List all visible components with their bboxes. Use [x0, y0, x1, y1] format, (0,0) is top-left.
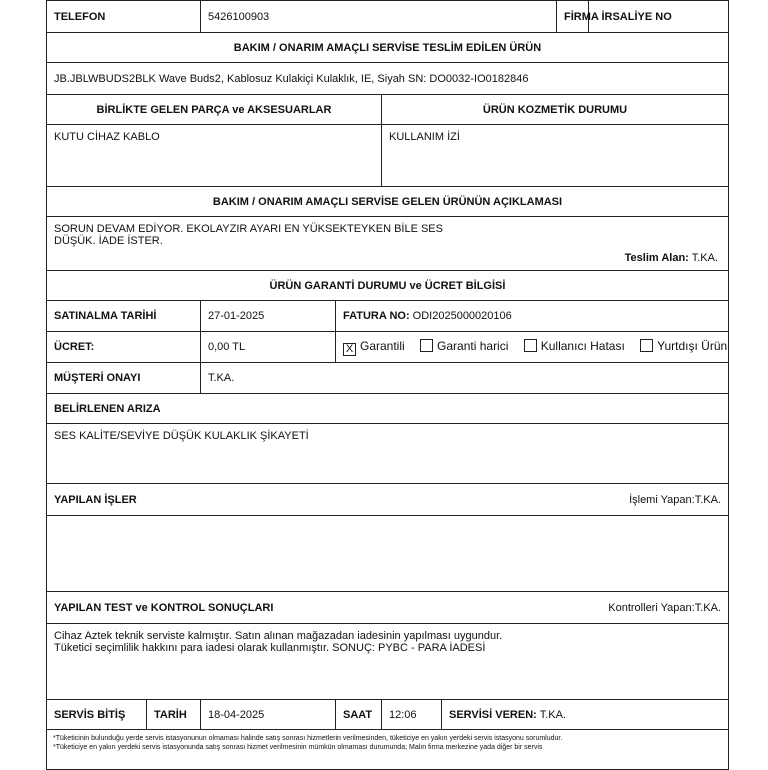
fee-label: ÜCRET: [47, 332, 201, 363]
work-by [629, 494, 721, 506]
checkbox-warranty[interactable]: X [343, 343, 356, 356]
complaint-line-1: SORUN DEVAM EDİYOR. EKOLAYZIR AYARI EN YÜKSEKTEYKEN BİLE SES [54, 223, 443, 235]
purchase-date-label: SATINALMA TARİHİ [47, 301, 201, 332]
option-out-of-warranty-label: Garanti harici [437, 338, 509, 353]
received-by-label: Teslim Alan: [624, 252, 689, 264]
received-by [625, 252, 718, 264]
phone-value: 5426100903 [201, 1, 557, 33]
product-description: JB.JBLWBUDS2BLK Wave Buds2, Kablosuz Kulakiçi Kulaklık, IE, Siyah SN: DO0032-IO0182846 [47, 63, 729, 95]
footer-note-1: *Tüketicinin bulunduğu yerde servis istasyonunun olmaması halinde satış sonrası hizmetlerin verilmesinden, tüketiciye en yakın yerdeki servis istasyonu sorumludur. [53, 735, 563, 742]
option-user-error-label: Kullanıcı Hatası [540, 338, 625, 353]
fault-title: BELİRLENEN ARIZA [47, 394, 729, 424]
invoice-label: FATURA NO: [343, 310, 410, 322]
tests-line-1: Cihaz Aztek teknik serviste kalmıştır. Satın alınan mağazadan iadesinin yapılması uygundur. [54, 630, 503, 642]
warranty-options [336, 332, 729, 363]
warranty-section-title: ÜRÜN GARANTİ DURUMU ve ÜCRET BİLGİSİ [47, 271, 729, 301]
waybill-label: FİRMA İRSALİYE NO [557, 1, 589, 33]
tests-title: YAPILAN TEST ve KONTROL SONUÇLARI [54, 601, 274, 614]
tests-by-value: T.KA. [694, 601, 721, 614]
option-warranty-label: Garantili [360, 338, 405, 353]
option-warranty[interactable] [343, 339, 405, 356]
service-form-table [46, 0, 729, 770]
service-giver-value: T.KA. [539, 708, 566, 721]
purchase-date-value: 27-01-2025 [201, 301, 336, 332]
invoice-value: ODI2025000020106 [412, 310, 512, 322]
product-section-title: BAKIM / ONARIM AMAÇLI SERVİSE TESLİM EDİLEN ÜRÜN [47, 33, 729, 63]
work-title-row [47, 484, 729, 516]
tests-by [608, 602, 721, 614]
date-label: TARİH [147, 700, 201, 730]
tests-results [47, 624, 729, 700]
option-abroad[interactable] [640, 339, 727, 353]
work-by-label: İşlemi Yapan: [629, 493, 695, 506]
checkbox-user-error[interactable] [524, 339, 537, 352]
customer-approval-label: MÜŞTERİ ONAYI [47, 363, 201, 394]
complaint-description [47, 217, 729, 271]
work-by-value: T.KA. [694, 493, 721, 506]
checkbox-out-of-warranty[interactable] [420, 339, 433, 352]
footer-note-2: *Tüketiciye en yakın yerdeki servis istasyonunda satış sonrası hizmet verilmesinin mümkün olmaması durumunda; Malın firma merkezine yada diğer bir servis [53, 744, 543, 751]
fault-value: SES KALİTE/SEVİYE DÜŞÜK KULAKLIK ŞİKAYETİ [47, 424, 729, 484]
option-abroad-label: Yurtdışı Ürün [657, 338, 728, 353]
accessories-title: BİRLİKTE GELEN PARÇA ve AKSESUARLAR [47, 95, 382, 125]
tests-line-2: Tüketici seçimlilik hakkını para iadesi olarak kullanmıştır. SONUÇ: PYBC - PARA İADESİ [54, 642, 486, 654]
cosmetic-title: ÜRÜN KOZMETİK DURUMU [382, 95, 729, 125]
fee-value: 0,00 TL [201, 332, 336, 363]
received-by-value: T.KA. [691, 252, 718, 264]
cosmetic-value: KULLANIM İZİ [382, 125, 729, 187]
service-form [46, 0, 728, 768]
tests-by-label: Kontrolleri Yapan: [608, 601, 695, 614]
service-giver-label: SERVİSİ VEREN: [449, 708, 537, 721]
date-value: 18-04-2025 [201, 700, 336, 730]
checkbox-abroad[interactable] [640, 339, 653, 352]
time-value: 12:06 [382, 700, 442, 730]
tests-title-row [47, 592, 729, 624]
footer-notes [47, 730, 729, 770]
invoice-cell [336, 301, 729, 332]
work-title: YAPILAN İŞLER [54, 493, 137, 506]
customer-approval-value: T.KA. [201, 363, 729, 394]
service-giver [442, 700, 729, 730]
service-end-label: SERVİS BİTİŞ [47, 700, 147, 730]
option-out-of-warranty[interactable] [420, 339, 508, 353]
accessories-value: KUTU CİHAZ KABLO [47, 125, 382, 187]
complaint-section-title: BAKIM / ONARIM AMAÇLI SERVİSE GELEN ÜRÜNÜN AÇIKLAMASI [47, 187, 729, 217]
time-label: SAAT [336, 700, 382, 730]
phone-row [47, 1, 729, 33]
phone-label: TELEFON [47, 1, 201, 33]
complaint-line-2: DÜŞÜK. İADE İSTER. [54, 235, 163, 247]
option-user-error[interactable] [524, 339, 625, 353]
work-value [47, 516, 729, 592]
